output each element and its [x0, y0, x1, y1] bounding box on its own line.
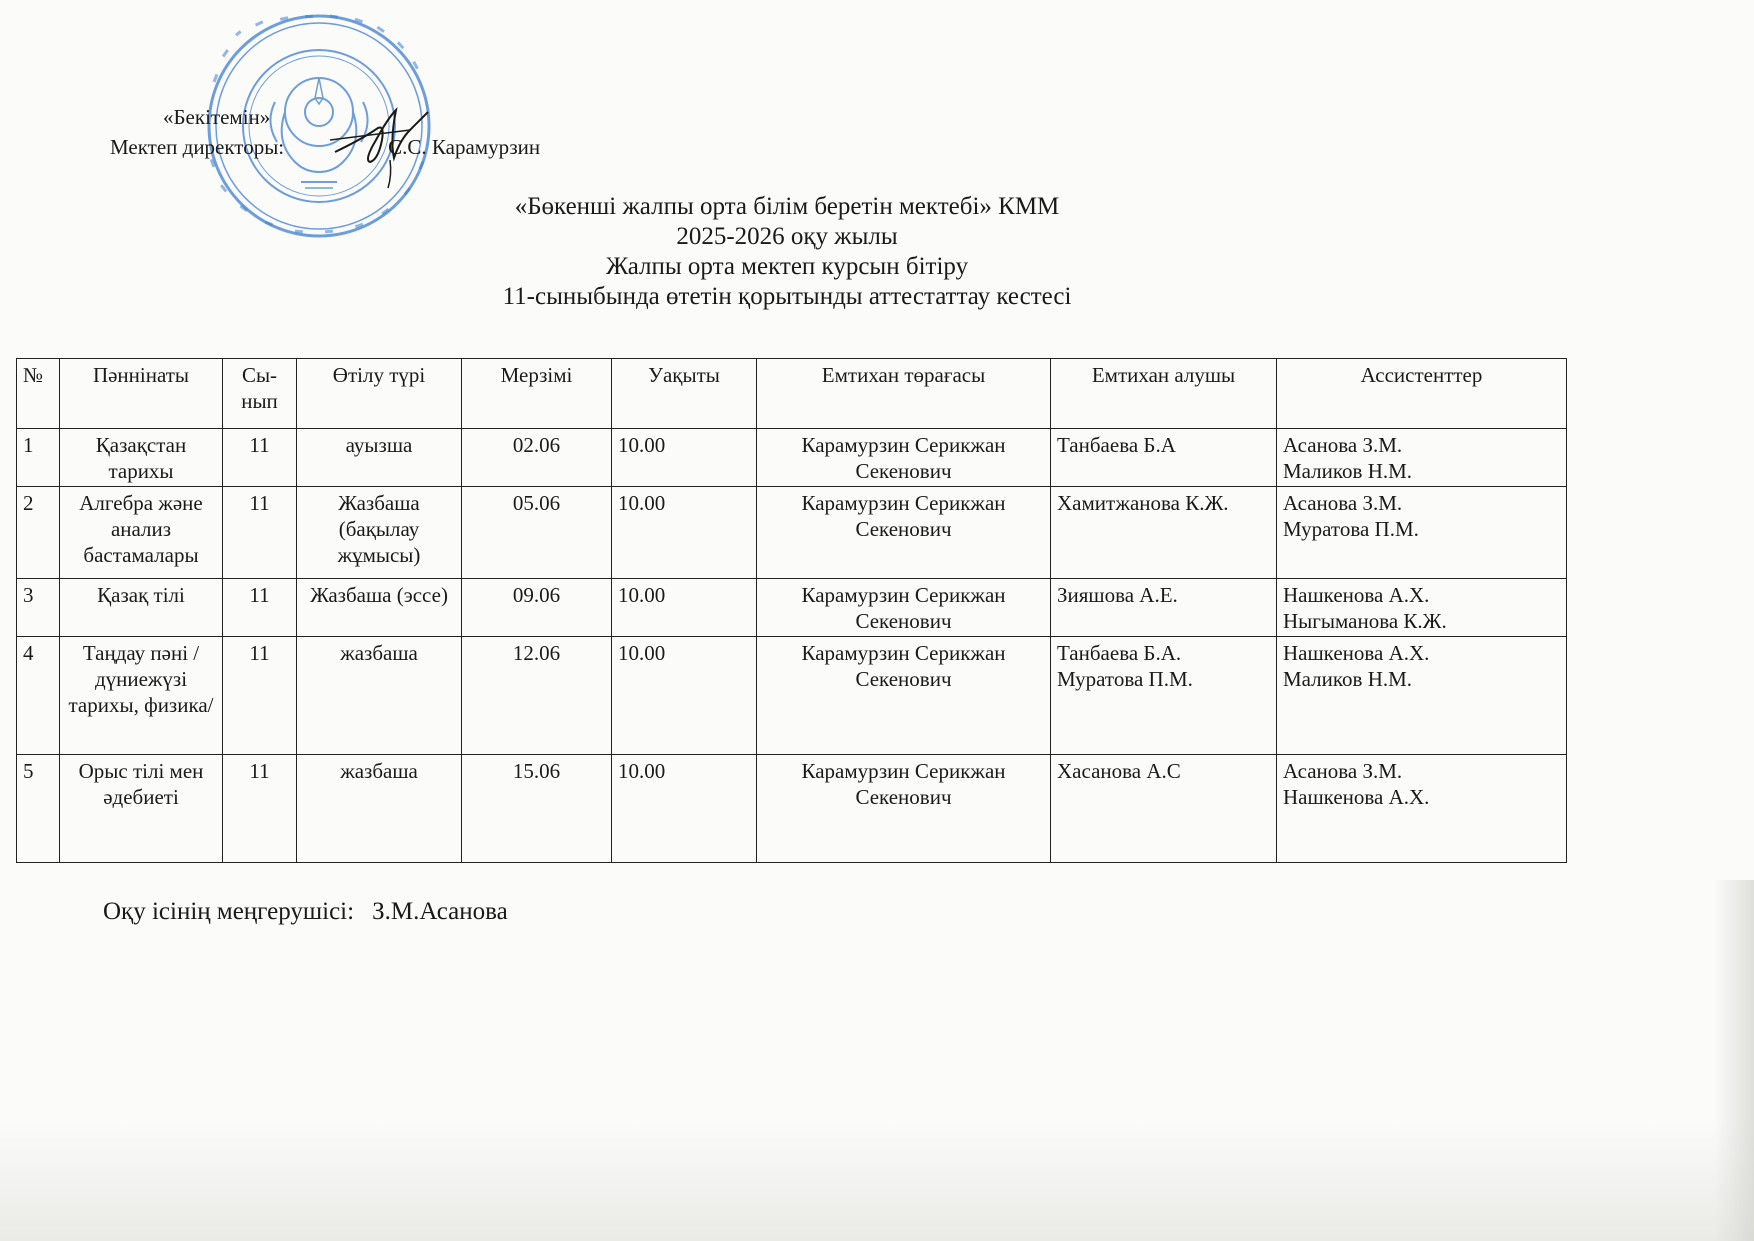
heading-line-4: 11-сыныбында өтетін қорытынды аттестаттау кестесі: [502, 283, 1072, 310]
header-subject: Пәннінаты: [60, 359, 223, 429]
heading-line-1: «Бөкенші жалпы орта білім беретін мектебі» КММ: [514, 193, 1060, 220]
header-num: №: [17, 359, 60, 429]
footer-name: З.М.Асанова: [372, 898, 508, 925]
cell-date: 15.06: [462, 755, 612, 863]
header-time: Уақыты: [612, 359, 757, 429]
director-signature-icon: [330, 100, 440, 190]
table-row: [17, 579, 1567, 637]
assistant-name: Маликов Н.М.: [1283, 459, 1413, 483]
cell-num: 5: [17, 755, 60, 863]
paper-edge-shadow: [1714, 880, 1754, 1241]
cell-type: ауызша: [297, 429, 462, 487]
assistant-name: Нашкенова А.Х.: [1283, 641, 1430, 665]
cell-num: 2: [17, 487, 60, 579]
cell-assistants: [1277, 429, 1567, 487]
cell-type: жазбаша: [297, 637, 462, 755]
cell-num: 1: [17, 429, 60, 487]
header-examiner: Емтихан алушы: [1051, 359, 1277, 429]
cell-subject: Таңдау пәні /дүниежүзі тарихы, физика/: [60, 637, 223, 755]
cell-grade: 11: [223, 487, 297, 579]
cell-num: 3: [17, 579, 60, 637]
cell-examiner: Танбаева Б.А. Муратова П.М.: [1051, 637, 1277, 755]
header-chair: Емтихан төрағасы: [757, 359, 1051, 429]
cell-chair: Карамурзин Серикжан Секенович: [757, 429, 1051, 487]
header-type: Өтілу түрі: [297, 359, 462, 429]
cell-time: 10.00: [612, 429, 757, 487]
cell-subject: Қазақ тілі: [60, 579, 223, 637]
assistant-name: Муратова П.М.: [1283, 517, 1419, 541]
cell-date: 05.06: [462, 487, 612, 579]
cell-type: Жазбаша (эссе): [297, 579, 462, 637]
cell-subject: Қазақстан тарихы: [60, 429, 223, 487]
table-row: [17, 487, 1567, 579]
footer-signoff: [103, 897, 508, 927]
approval-title: «Бекітемін»: [163, 105, 271, 129]
table-row: [17, 429, 1567, 487]
cell-subject: Орыс тілі мен әдебиеті: [60, 755, 223, 863]
cell-num: 4: [17, 637, 60, 755]
cell-time: 10.00: [612, 755, 757, 863]
cell-chair: Карамурзин Серикжан Секенович: [757, 487, 1051, 579]
cell-time: 10.00: [612, 487, 757, 579]
cell-chair: Карамурзин Серикжан Секенович: [757, 755, 1051, 863]
exam-schedule-table: [16, 358, 1567, 863]
approval-director-line: [110, 134, 540, 160]
assistant-name: Нашкенова А.Х.: [1283, 785, 1430, 809]
cell-examiner: Хамитжанова К.Ж.: [1051, 487, 1277, 579]
footer-label: Оқу ісінің меңгерушісі:: [103, 898, 355, 925]
assistant-name: Ныгыманова К.Ж.: [1283, 609, 1447, 633]
cell-examiner: Хасанова А.С: [1051, 755, 1277, 863]
cell-type: Жазбаша (бақылау жұмысы): [297, 487, 462, 579]
cell-chair: Карамурзин Серикжан Секенович: [757, 637, 1051, 755]
table-header-row: [17, 359, 1567, 429]
assistant-name: Асанова З.М.: [1283, 759, 1403, 783]
heading-line-2: 2025-2026 оқу жылы: [676, 223, 898, 250]
cell-grade: 11: [223, 637, 297, 755]
assistant-name: Асанова З.М.: [1283, 491, 1403, 515]
assistant-name: Нашкенова А.Х.: [1283, 583, 1430, 607]
cell-assistants: [1277, 487, 1567, 579]
cell-date: 09.06: [462, 579, 612, 637]
paper-shadow: [0, 1121, 1754, 1241]
cell-time: 10.00: [612, 637, 757, 755]
cell-time: 10.00: [612, 579, 757, 637]
cell-chair: Карамурзин Серикжан Секенович: [757, 579, 1051, 637]
cell-date: 12.06: [462, 637, 612, 755]
header-date: Мерзімі: [462, 359, 612, 429]
header-grade: Сы-нып: [223, 359, 297, 429]
cell-grade: 11: [223, 755, 297, 863]
cell-examiner: Танбаева Б.А: [1051, 429, 1277, 487]
cell-grade: 11: [223, 429, 297, 487]
cell-assistants: [1277, 755, 1567, 863]
table-row: [17, 637, 1567, 755]
cell-subject: Алгебра және анализ бастамалары: [60, 487, 223, 579]
document-heading: [0, 192, 1754, 312]
cell-examiner: Зияшова А.Е.: [1051, 579, 1277, 637]
cell-type: жазбаша: [297, 755, 462, 863]
heading-line-3: Жалпы орта мектеп курсын бітіру: [605, 253, 969, 280]
header-assistants: Ассистенттер: [1277, 359, 1567, 429]
cell-assistants: [1277, 579, 1567, 637]
cell-assistants: [1277, 637, 1567, 755]
assistant-name: Асанова З.М.: [1283, 433, 1403, 457]
cell-grade: 11: [223, 579, 297, 637]
assistant-name: Маликов Н.М.: [1283, 667, 1413, 691]
director-label: Мектеп директоры:: [110, 135, 285, 159]
director-name: С.С. Карамурзин: [388, 135, 541, 159]
cell-date: 02.06: [462, 429, 612, 487]
table-row: [17, 755, 1567, 863]
